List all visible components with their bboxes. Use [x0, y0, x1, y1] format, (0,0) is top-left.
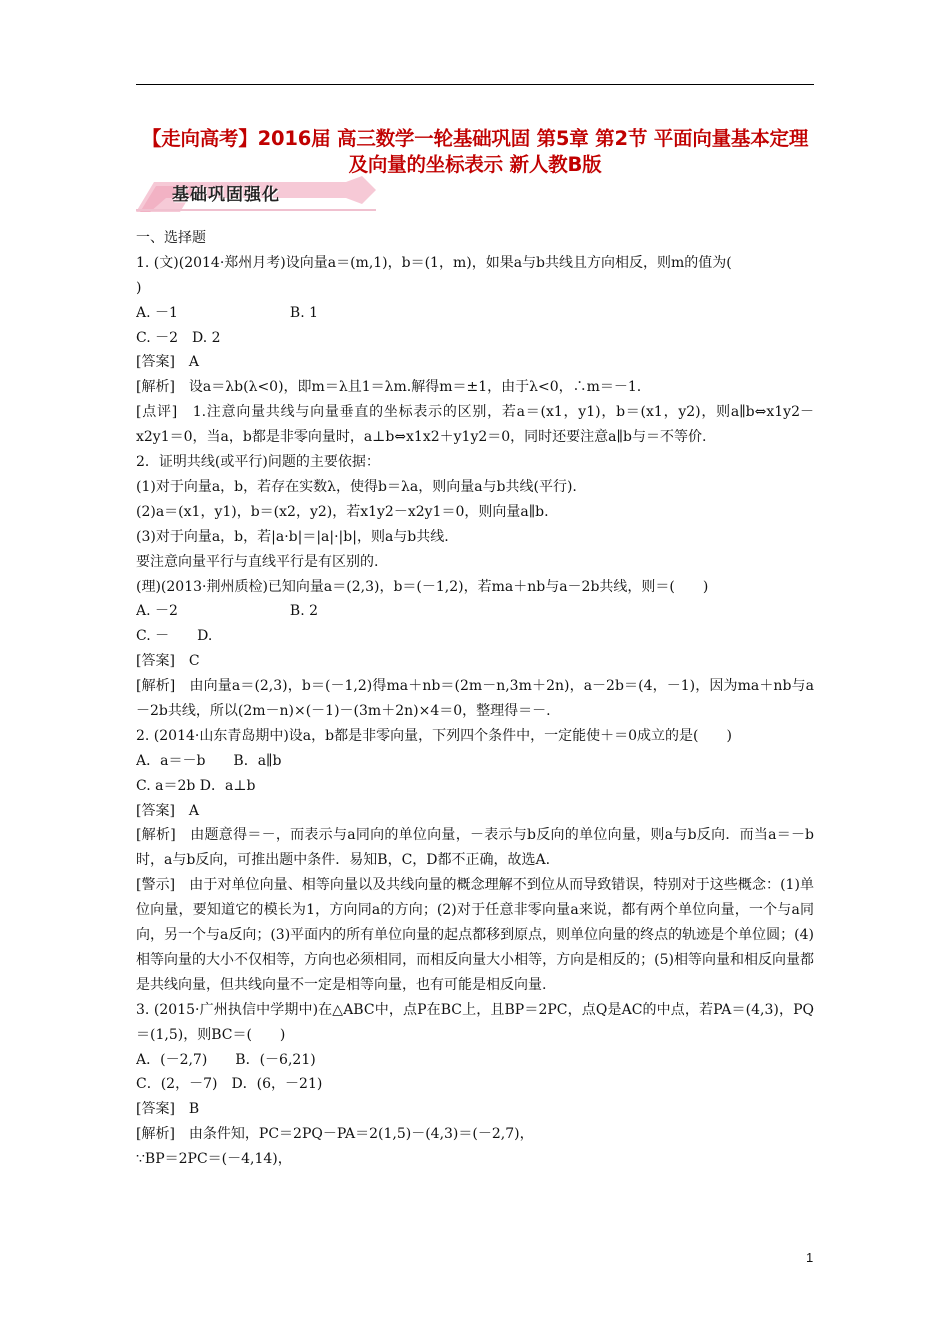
document-body: [136, 226, 814, 1172]
section-banner: [136, 176, 376, 212]
basis-heading: 2．证明共线(或平行)问题的主要依据：: [136, 454, 380, 471]
options-ab: A. －2 B. 2: [136, 603, 319, 620]
question-3-text: 3. (2015·广州执信中学期中)在△ABC中，点P在BC上，且BP＝2PC，点Q是AC的中点，若PA＝(4,3)，PQ＝(1,5)，则BC＝( ): [136, 1001, 814, 1043]
basis-1: (1)对于向量a，b，若存在实数λ，使得b＝λa，则向量a与b共线(平行).: [136, 478, 577, 495]
warning: [警示] 由于对单位向量、相等向量以及共线向量的概念理解不到位从而导致错误，特别对于这些概念：(1)单位向量，要知道它的模长为1，方向同a的方向；(2)对于任意非零向量a来说，都有两个单位向量，一个与a同向，另一个与a反向；(3)平面内的所有单位向量的起点都移到原点，则单位向量的终点的轨迹是个单位圆；(4)相等向量的大小不仅相等，方向也必须相同，而相反向量大小相等，方向是相反的；(5)相等向量和相反向量都是共线向量，但共线向量不一定是相等向量，也有可能是相反向量.: [136, 877, 815, 993]
basis-note: 要注意向量平行与直线平行是有区别的.: [136, 553, 379, 570]
options-ab: A．a＝－b B．a∥b: [136, 752, 282, 769]
solution-cont: ∵BP＝2PC＝(－4,14)，: [136, 1151, 292, 1168]
options-cd: C. －2 D. 2: [136, 329, 221, 346]
answer: [答案] A: [136, 802, 200, 819]
question-2-text: 2. (2014·山东青岛期中)设a，b都是非零向量，下列四个条件中，一定能使＋＝0成立的是( ): [136, 727, 732, 744]
answer: [答案] A: [136, 354, 200, 371]
solution: [解析] 由题意得＝－，而表示与a同向的单位向量，－表示与b反向的单位向量，则a与b反向．而当a＝－b时，a与b反向，可推出题中条件．易知B，C，D都不正确，故选A.: [136, 827, 814, 869]
solution: [解析] 由条件知，PC＝2PQ－PA＝2(1,5)－(4,3)＝(－2,7)，: [136, 1126, 534, 1143]
section-heading: 一、选择题: [136, 230, 206, 246]
options-ab: A．(－2,7) B．(－6,21): [136, 1051, 316, 1068]
remark: [点评] 1.注意向量共线与向量垂直的坐标表示的区别，若a＝(x1，y1)，b＝(x1，y2)，则a∥b⇔x1y2－x2y1＝0，当a，b都是非零向量时，a⊥b⇔x1x2＋y1y2＝0，同时还要注意a∥b与＝不等价.: [136, 404, 814, 446]
question-1-text-cont: ): [136, 279, 142, 296]
question-1-text: 1. (文)(2014·郑州月考)设向量a＝(m,1)，b＝(1，m)，如果a与b共线且方向相反，则m的值为(: [136, 254, 732, 271]
options-cd: C. － D.: [136, 628, 213, 645]
solution: [解析] 由向量a＝(2,3)，b＝(－1,2)得ma＋nb＝(2m－n,3m＋2n)，a－2b＝(4，－1)，因为ma＋nb与a－2b共线，所以(2m－n)×(－1)－(3m＋2n)×4＝0，整理得＝－.: [136, 678, 814, 719]
answer: [答案] B: [136, 1101, 200, 1118]
options-cd: C. a＝2b D．a⊥b: [136, 777, 256, 794]
question-1b-text: (理)(2013·荆州质检)已知向量a＝(2,3)，b＝(－1,2)，若ma＋nb与a－2b共线，则＝( ): [136, 578, 709, 595]
basis-3: (3)对于向量a，b，若|a·b|＝|a|·|b|，则a与b共线.: [136, 528, 449, 545]
options-ab: A. －1 B. 1: [136, 304, 319, 321]
basis-2: (2)a＝(x1，y1)，b＝(x2，y2)，若x1y2－x2y1＝0，则向量a∥b.: [136, 503, 549, 520]
banner-title: 基础巩固强化: [172, 185, 280, 205]
answer: [答案] C: [136, 653, 200, 670]
document-title: 【走向高考】2016届 高三数学一轮基础巩固 第5章 第2节 平面向量基本定理及向量的坐标表示 新人教B版: [141, 127, 809, 176]
header-rule: [136, 84, 814, 85]
page-number: 1: [806, 1250, 814, 1265]
solution: [解析] 设a＝λb(λ<0)，即m＝λ且1＝λm.解得m＝±1，由于λ<0，∴m＝－1.: [136, 379, 642, 396]
options-cd: C．(2，－7) D．(6，－21): [136, 1076, 323, 1093]
